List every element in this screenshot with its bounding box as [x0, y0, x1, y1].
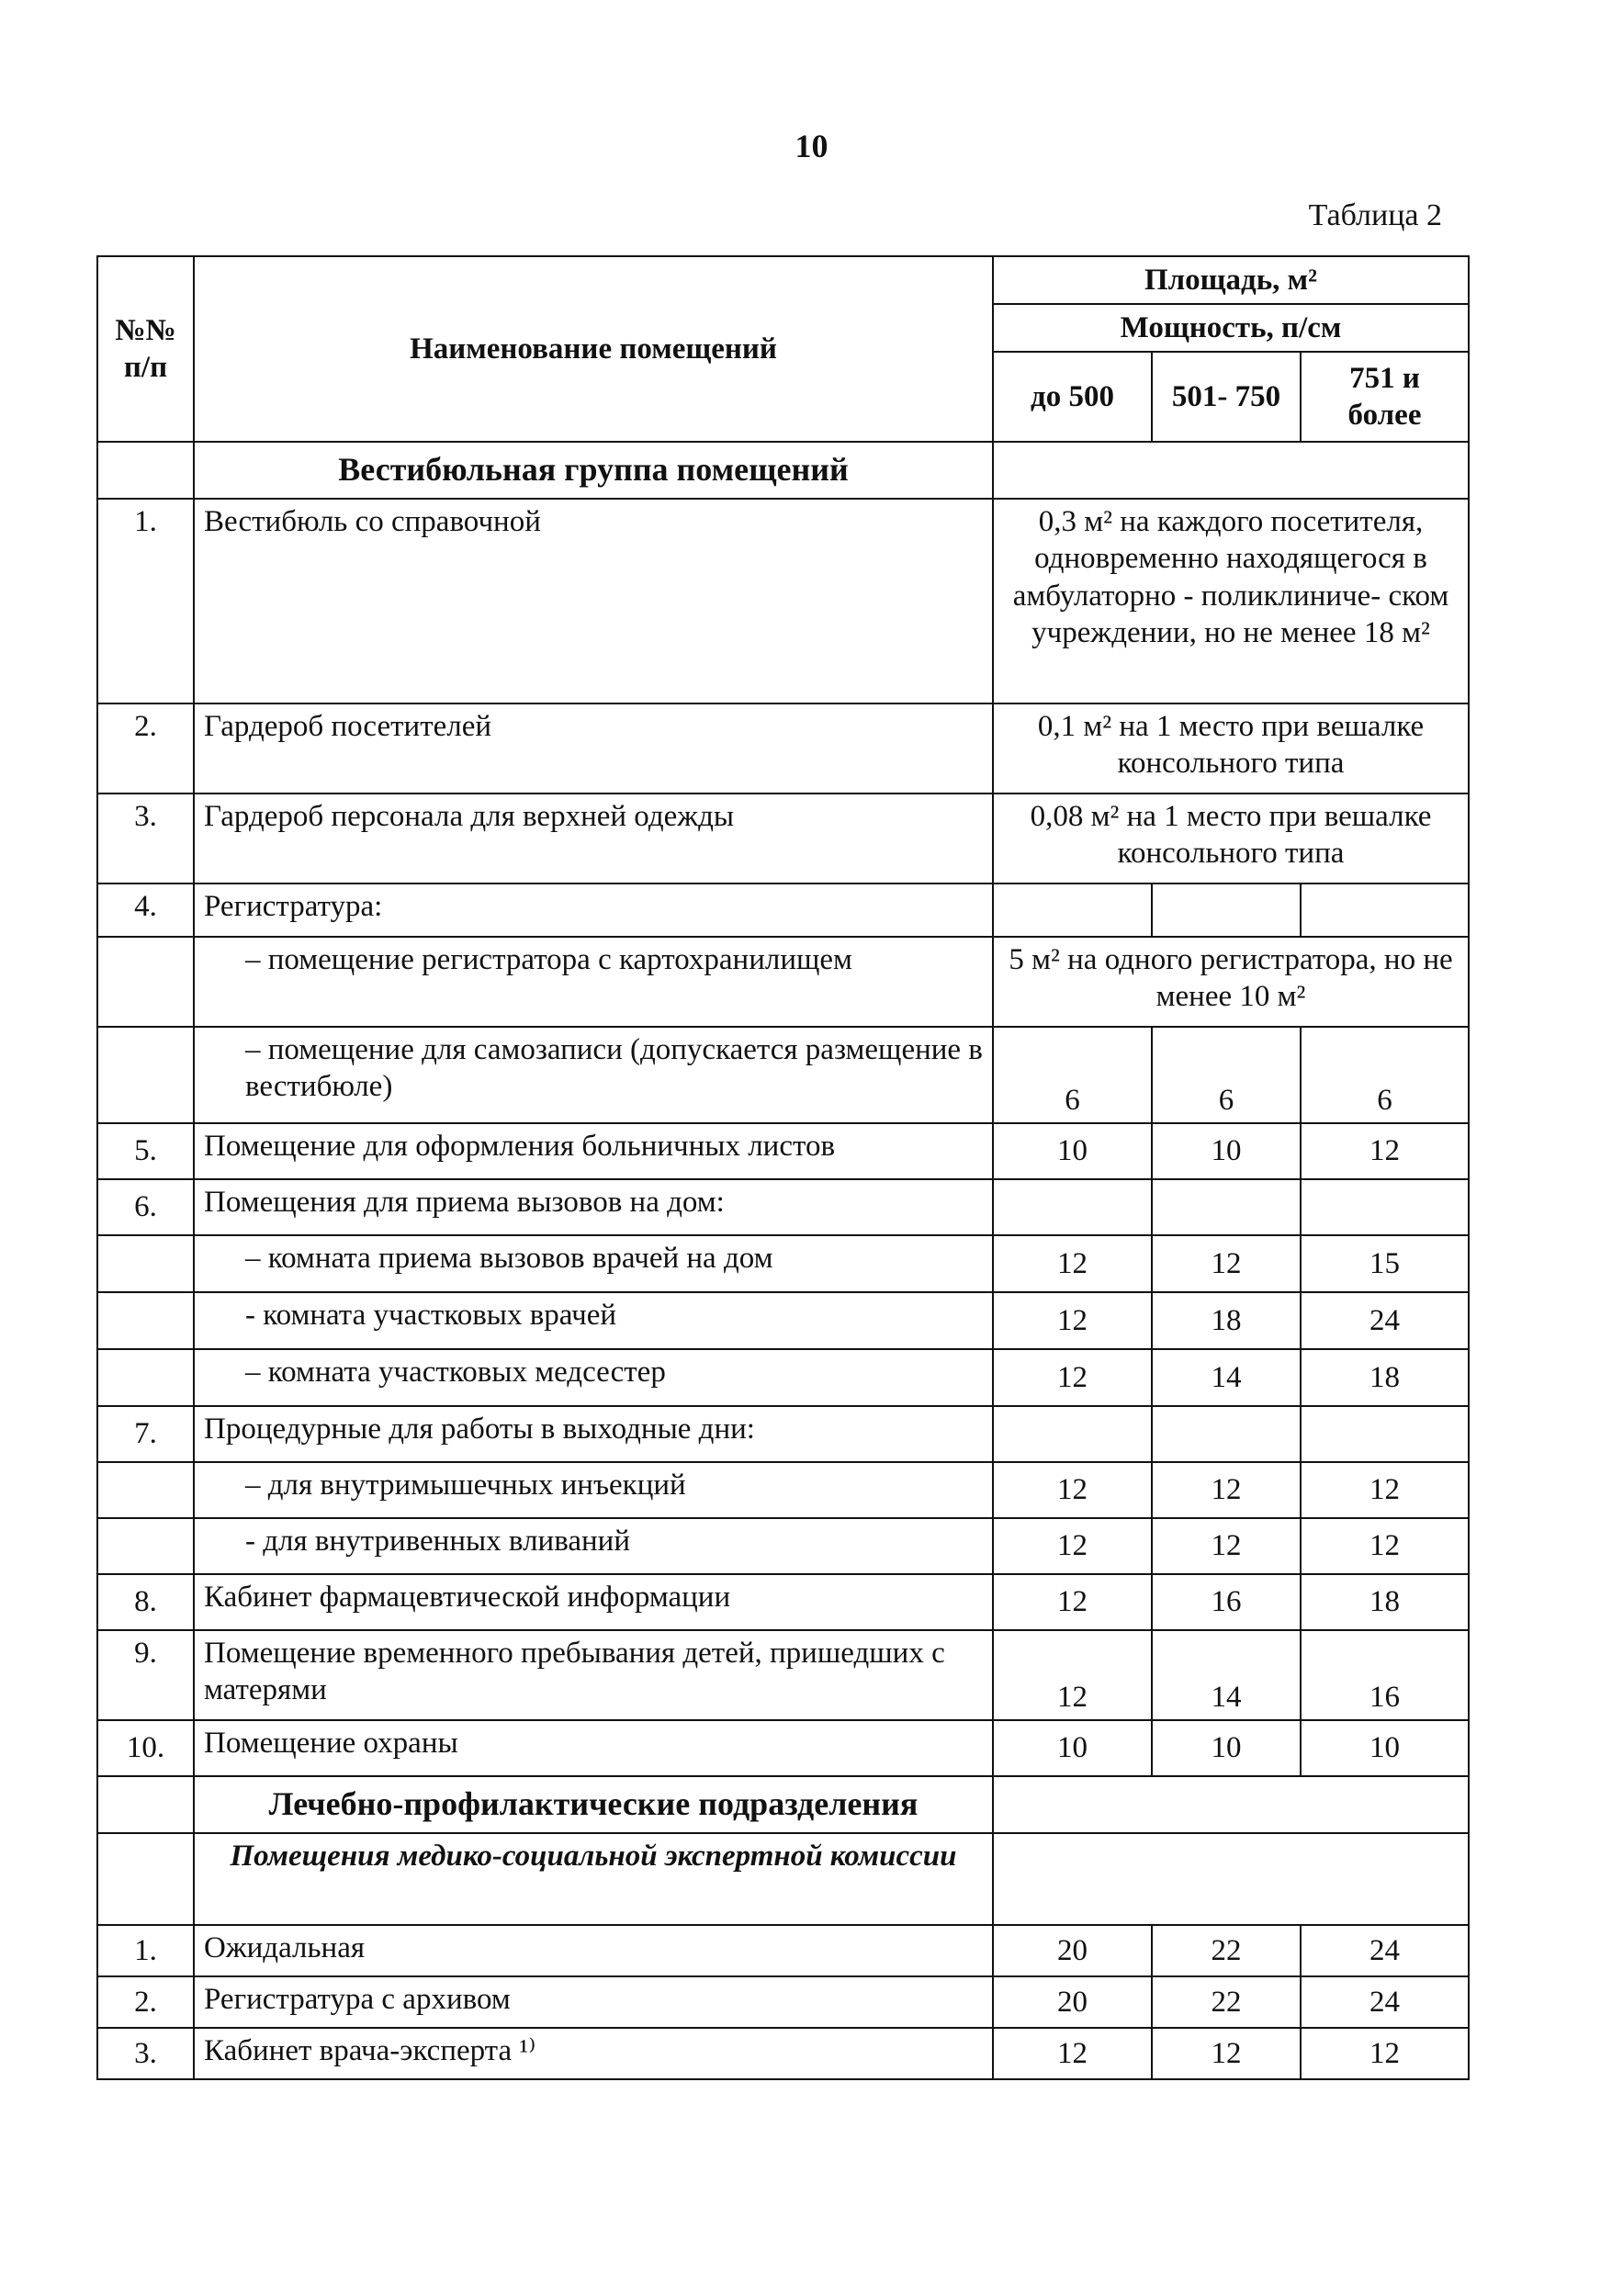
row-num: 2. — [97, 1976, 194, 2028]
header-col-1: до 500 — [993, 352, 1152, 442]
subsection-row — [97, 1833, 1469, 1925]
row-num: 3. — [97, 2028, 194, 2079]
row-name: – помещение регистратора с картохранилищем — [194, 937, 993, 1027]
row-value: 12 — [993, 1235, 1152, 1292]
table-row — [97, 499, 1469, 703]
row-value: 12 — [1152, 1518, 1301, 1574]
row-value: 10 — [993, 1123, 1152, 1179]
row-name: Регистратура: — [194, 884, 993, 937]
row-num: 7. — [97, 1406, 194, 1462]
row-num: 9. — [97, 1630, 194, 1720]
row-value: 22 — [1152, 1976, 1301, 2028]
table-row — [97, 1462, 1469, 1518]
row-value: 12 — [993, 1518, 1152, 1574]
row-num: 5. — [97, 1123, 194, 1179]
table-row — [97, 1123, 1469, 1179]
row-num: 2. — [97, 703, 194, 793]
row-name: Вестибюль со справочной — [194, 499, 993, 703]
page-number: 10 — [795, 128, 828, 164]
row-value: 16 — [1152, 1574, 1301, 1630]
row-value: 12 — [1301, 1462, 1469, 1518]
row-value: 6 — [1152, 1027, 1301, 1123]
row-name: Помещение временного пребывания детей, пришедших с матерями — [194, 1630, 993, 1720]
row-name: Кабинет фармацевтической информации — [194, 1574, 993, 1630]
table-row — [97, 1027, 1469, 1123]
row-name: – помещение для самозаписи (допускается размещение в вестибюле) — [194, 1027, 993, 1123]
row-num: 10. — [97, 1720, 194, 1776]
row-num: 3. — [97, 793, 194, 884]
table-row — [97, 1349, 1469, 1406]
header-col-2: 501- 750 — [1152, 352, 1301, 442]
table-row — [97, 1925, 1469, 1976]
row-value: 0,1 м² на 1 место при вешалке консольного типа — [993, 703, 1469, 793]
section-row — [97, 442, 1469, 499]
row-value: 12 — [1301, 1123, 1469, 1179]
row-value: 20 — [993, 1976, 1152, 2028]
row-num: 1. — [97, 499, 194, 703]
row-name: Помещения для приема вызовов на дом: — [194, 1179, 993, 1235]
row-name: Помещение охраны — [194, 1720, 993, 1776]
row-value: 6 — [993, 1027, 1152, 1123]
row-num: 6. — [97, 1179, 194, 1235]
row-value: 10 — [1152, 1123, 1301, 1179]
table-row — [97, 1406, 1469, 1462]
row-value: 12 — [993, 1349, 1152, 1406]
section-title: Вестибюльная группа помещений — [194, 442, 993, 499]
row-value: 10 — [1152, 1720, 1301, 1776]
table-row — [97, 1630, 1469, 1720]
row-value: 12 — [993, 1574, 1152, 1630]
row-value: 5 м² на одного регистратора, но не менее 10 м² — [993, 937, 1469, 1027]
row-value: 12 — [1152, 1235, 1301, 1292]
table-row — [97, 703, 1469, 793]
rooms-table — [96, 255, 1470, 2080]
row-value: 24 — [1301, 1292, 1469, 1349]
section-title: Лечебно-профилактические подразделения — [194, 1776, 993, 1833]
row-value: 6 — [1301, 1027, 1469, 1123]
table-row — [97, 1235, 1469, 1292]
row-value: 0,3 м² на каждого посетителя, одновременно находящегося в амбулаторно - поликлиниче- ском учреждении, но не менее 18 м² — [993, 499, 1469, 703]
row-value: 12 — [993, 1630, 1152, 1720]
row-num: 4. — [97, 884, 194, 937]
row-value: 12 — [993, 1462, 1152, 1518]
row-name: – комната участковых медсестер — [194, 1349, 993, 1406]
header-area: Площадь, м² — [993, 256, 1469, 304]
row-value: 12 — [993, 1292, 1152, 1349]
row-value: 16 — [1301, 1630, 1469, 1720]
table-row — [97, 1720, 1469, 1776]
table-row — [97, 937, 1469, 1027]
table-row — [97, 884, 1469, 937]
row-value: 0,08 м² на 1 место при вешалке консольного типа — [993, 793, 1469, 884]
row-value: 12 — [993, 2028, 1152, 2079]
row-value: 22 — [1152, 1925, 1301, 1976]
row-name: Процедурные для работы в выходные дни: — [194, 1406, 993, 1462]
row-value: 18 — [1301, 1349, 1469, 1406]
row-name: - комната участковых врачей — [194, 1292, 993, 1349]
header-num: №№ п/п — [97, 256, 194, 442]
table-row — [97, 2028, 1469, 2079]
section-row — [97, 1776, 1469, 1833]
row-num: 8. — [97, 1574, 194, 1630]
row-value: 10 — [1301, 1720, 1469, 1776]
row-value: 18 — [1152, 1292, 1301, 1349]
subsection-title: Помещения медико-социальной экспертной комиссии — [194, 1833, 993, 1925]
row-value: 24 — [1301, 1925, 1469, 1976]
header-capacity: Мощность, п/см — [993, 304, 1469, 352]
table-row — [97, 1292, 1469, 1349]
row-value: 20 — [993, 1925, 1152, 1976]
row-name: – комната приема вызовов врачей на дом — [194, 1235, 993, 1292]
row-name: Гардероб персонала для верхней одежды — [194, 793, 993, 884]
row-num: 1. — [97, 1925, 194, 1976]
row-value: 14 — [1152, 1630, 1301, 1720]
row-value: 15 — [1301, 1235, 1469, 1292]
table-label: Таблица 2 — [1308, 198, 1442, 232]
row-value: 12 — [1152, 2028, 1301, 2079]
table-row — [97, 1574, 1469, 1630]
row-value: 18 — [1301, 1574, 1469, 1630]
row-name: - для внутривенных вливаний — [194, 1518, 993, 1574]
row-name: Регистратура с архивом — [194, 1976, 993, 2028]
header-name: Наименование помещений — [194, 256, 993, 442]
row-name: Ожидальная — [194, 1925, 993, 1976]
table-row — [97, 1518, 1469, 1574]
row-name: – для внутримышечных инъекций — [194, 1462, 993, 1518]
row-value: 12 — [1301, 1518, 1469, 1574]
table-row — [97, 793, 1469, 884]
row-value: 12 — [1152, 1462, 1301, 1518]
row-name: Помещение для оформления больничных листов — [194, 1123, 993, 1179]
table-row — [97, 1179, 1469, 1235]
row-name: Кабинет врача-эксперта ¹⁾ — [194, 2028, 993, 2079]
row-value: 12 — [1301, 2028, 1469, 2079]
row-value: 10 — [993, 1720, 1152, 1776]
header-col-3: 751 и более — [1301, 352, 1469, 442]
row-value: 14 — [1152, 1349, 1301, 1406]
row-name: Гардероб посетителей — [194, 703, 993, 793]
table-row — [97, 1976, 1469, 2028]
row-value: 24 — [1301, 1976, 1469, 2028]
